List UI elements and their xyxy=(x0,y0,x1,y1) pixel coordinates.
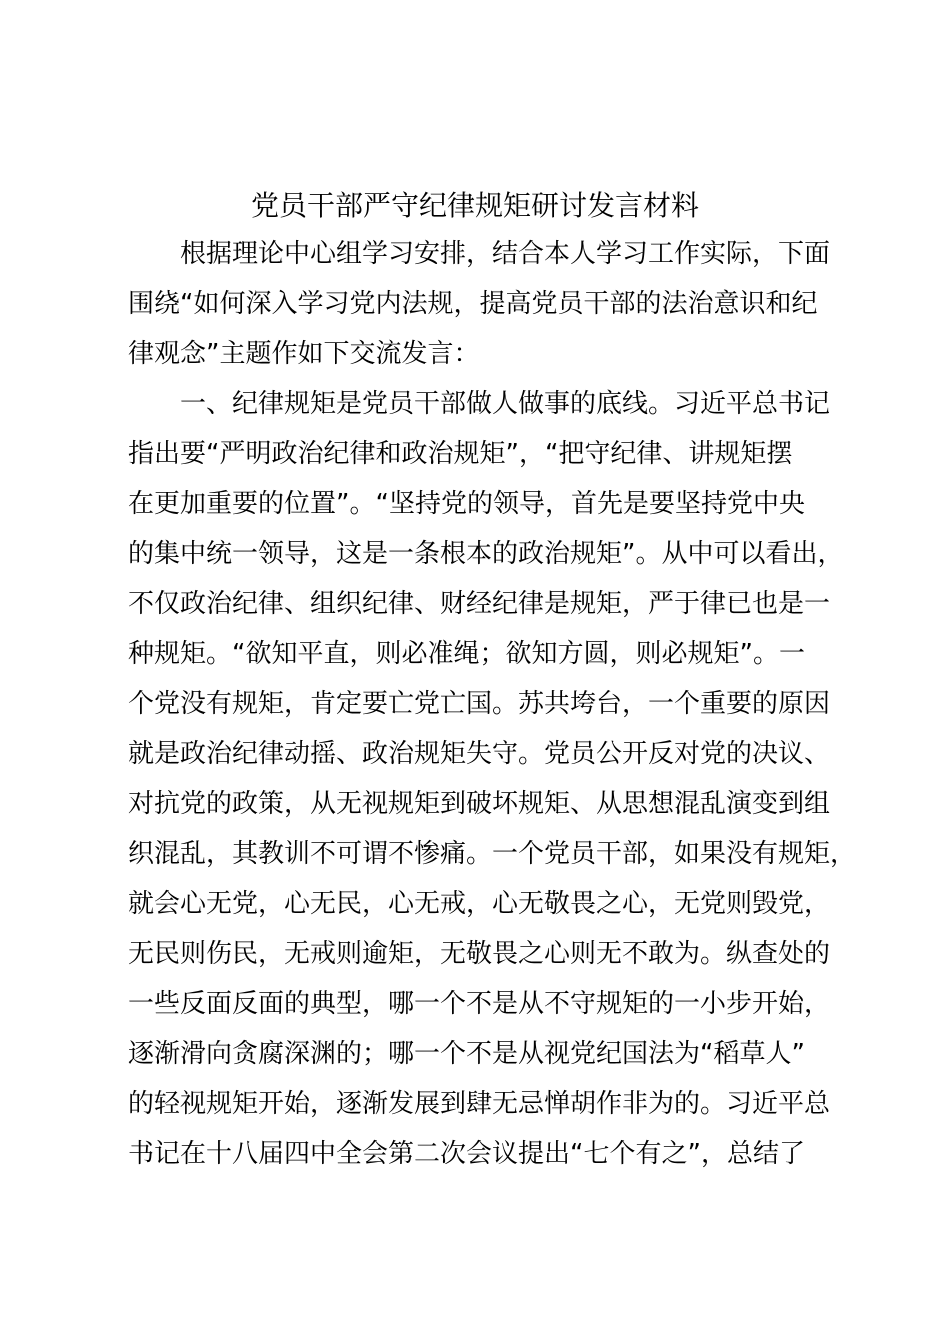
paragraph-line: 律观念”主题作如下交流发言： xyxy=(128,339,480,369)
paragraph-line: 在更加重要的位置”。“坚持党的领导，首先是要坚持党中央 xyxy=(128,489,805,519)
paragraph-line: 围绕“如何深入学习党内法规，提高党员干部的法治意识和纪 xyxy=(128,289,818,319)
paragraph-line: 指出要“严明政治纪律和政治规矩”，“把守纪律、讲规矩摆 xyxy=(128,439,793,469)
paragraph-line: 对抗党的政策，从无视规矩到破坏规矩、从思想混乱演变到组 xyxy=(128,789,831,819)
paragraph-line: 根据理论中心组学习安排，结合本人学习工作实际，下面 xyxy=(128,239,831,269)
paragraph-line: 一、纪律规矩是党员干部做人做事的底线。习近平总书记 xyxy=(128,389,831,419)
paragraph-line: 的集中统一领导，这是一条根本的政治规矩”。从中可以看出， xyxy=(128,539,844,569)
paragraph-line: 织混乱，其教训不可谓不惨痛。一个党员干部，如果没有规矩， xyxy=(128,839,857,869)
paragraph-line: 种规矩。“欲知平直，则必准绳；欲知方圆，则必规矩”。一 xyxy=(128,639,805,669)
paragraph-line: 个党没有规矩，肯定要亡党亡国。苏共垮台，一个重要的原因 xyxy=(128,689,831,719)
paragraph-line: 就是政治纪律动摇、政治规矩失守。党员公开反对党的决议、 xyxy=(128,739,831,769)
paragraph-line: 无民则伤民，无戒则逾矩，无敬畏之心则无不敢为。纵查处的 xyxy=(128,939,831,969)
paragraph-line: 就会心无党，心无民，心无戒，心无敬畏之心，无党则毁党， xyxy=(128,889,831,919)
paragraph-line: 不仅政治纪律、组织纪律、财经纪律是规矩，严于律已也是一 xyxy=(128,589,831,619)
paragraph-line: 一些反面反面的典型，哪一个不是从不守规矩的一小步开始， xyxy=(128,989,831,1019)
paragraph-line: 的轻视规矩开始，逐渐发展到肆无忌惮胡作非为的。习近平总 xyxy=(128,1089,831,1119)
paragraph-line: 逐渐滑向贪腐深渊的；哪一个不是从视党纪国法为“稻草人” xyxy=(128,1039,805,1069)
paragraph-line: 书记在十八届四中全会第二次会议提出“七个有之”，总结了 xyxy=(128,1139,805,1169)
document-title: 党员干部严守纪律规矩研讨发言材料 xyxy=(250,189,699,222)
